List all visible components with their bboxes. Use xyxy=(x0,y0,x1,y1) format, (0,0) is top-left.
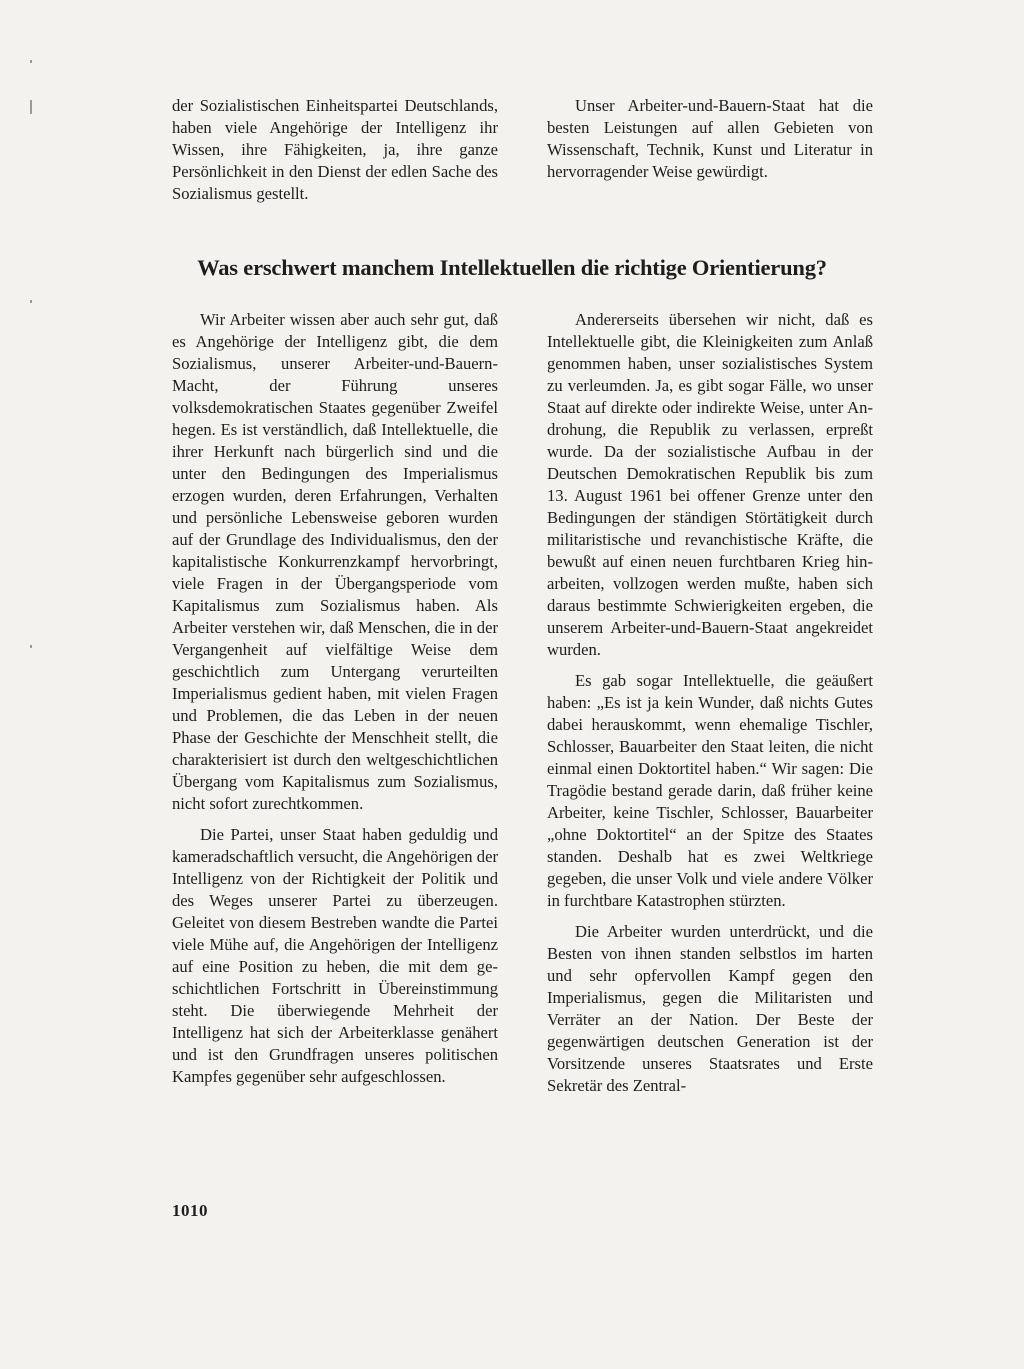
body-paragraph: Die Arbeiter wurden unterdrückt, und die Besten von ihnen standen selbstlos im harten und sehr opfervollen Kampf gegen den Imperialismus, gegen die Militaristen und Verräter an der Nation. Der Beste der gegenwärtigen deutschen Generation ist der Vorsitzende unseres Staatsrates und Erste Sekretär des Zentral- xyxy=(547,922,873,1095)
margin-mark xyxy=(30,300,32,303)
body-paragraph: Es gab sogar Intellektuelle, die geäußert haben: „Es ist ja kein Wunder, daß nichts Gutes dabei herauskommt, wenn ehemalige Tischler, Schlosser, Bauarbeiter den Staat leiten, die nicht einmal einen Doktortitel haben.“ Wir sagen: Die Tragödie bestand gerade darin, daß früher keine Arbeiter, keine Tischler, Schlosser, Bauarbeiter „ohne Doktortitel“ an der Spitze des Staates standen. Deshalb hat es zwei Weltkriege gegeben, die unser Volk und viele andere Völker in furchtbare Katastrophen stürzten. xyxy=(547,671,873,910)
body-paragraph: Andererseits übersehen wir nicht, daß es Intellektuelle gibt, die Kleinigkeiten zum Anlaß genommen haben, unser sozialistisches System zu verleumden. Ja, es gibt sogar Fälle, wo unser Staat auf direkte oder indirekte Weise, unter Androhung, die Republik zu verlassen, erpreßt wurde. Da der sozialistische Aufbau in der Deutschen Demokratischen Republik bis zum 13. August 1961 bei offener Grenze unter den Bedingungen der ständigen Störtätigkeit durch militaristische und revanchistische Kräfte, die bewußt auf einen neuen furchtbaren Krieg hinarbeiten, vollzogen werden mußte, haben sich daraus bestimmte Schwierigkeiten ergeben, die unserem Arbeiter-und-Bauern-Staat angekreidet wurden. xyxy=(547,310,873,659)
body-left-column xyxy=(172,309,498,1088)
margin-mark xyxy=(30,645,32,648)
top-right-column xyxy=(547,95,873,183)
page-number: 1010 xyxy=(172,1201,208,1220)
section-heading: Was erschwert manchem Intellektuellen die richtige Orientierung? xyxy=(197,255,827,280)
body-paragraph: Wir Arbeiter wissen aber auch sehr gut, daß es Angehörige der Intelligenz gibt, die dem Sozialismus, unserer Arbeiter-und-Bauern-Macht, der Führung unseres volksdemokratischen Staates gegenüber Zweifel hegen. Es ist verständlich, daß Intellektuelle, die ihrer Herkunft nach bürgerlich sind und die unter den Bedingungen des Imperialismus erzogen wurden, deren Erfahrungen, Verhalten und persönliche Lebensweise geboren wurden auf der Grundlage des Individualismus, den der kapitalistische Konkurrenzkampf hervorbringt, viele Fragen in der Übergangsperiode vom Kapitalismus zum Sozialismus haben. Als Arbeiter verstehen wir, daß Menschen, die in der Vergangenheit auf vielfältige Weise dem geschichtlich zum Untergang verurteilten Imperialismus gedient haben, mit vielen Fragen und Problemen, die das Leben in der neuen Phase der Geschichte der Menschheit stellt, die charakterisiert ist durch den weltgeschichtlichen Übergang vom Kapitalismus zum Sozialismus, nicht sofort zurechtkommen. xyxy=(172,310,498,813)
margin-mark xyxy=(30,100,32,114)
body-right-column xyxy=(547,309,873,1097)
top-left-paragraph: der Sozialistischen Einheitspartei Deutschlands, haben viele Angehörige der Intelligenz ihr Wissen, ihre Fähigkeiten, ja, ihre ganze Persönlichkeit in den Dienst der edlen Sache des Sozialismus gestellt. xyxy=(172,96,498,203)
margin-mark xyxy=(30,60,32,63)
top-left-column xyxy=(172,95,498,205)
body-paragraph: Die Partei, unser Staat haben geduldig und kameradschaftlich versucht, die Angehörigen der Intelligenz von der Richtigkeit der Politik und des Weges unserer Partei zu überzeugen. Geleitet von diesem Bestreben wandte die Partei viele Mühe auf, die Angehörigen der Intelligenz auf eine Position zu heben, die mit dem geschichtlichen Fortschritt in Übereinstimmung steht. Die überwiegende Mehrheit der Intelligenz hat sich der Arbeiterklasse genähert und ist den Grundfragen unseres politischen Kampfes gegenüber sehr aufgeschlossen. xyxy=(172,825,498,1086)
top-right-paragraph: Unser Arbeiter-und-Bauern-Staat hat die besten Leistungen auf allen Gebieten von Wissenschaft, Technik, Kunst und Literatur in hervorragender Weise gewürdigt. xyxy=(547,96,873,181)
